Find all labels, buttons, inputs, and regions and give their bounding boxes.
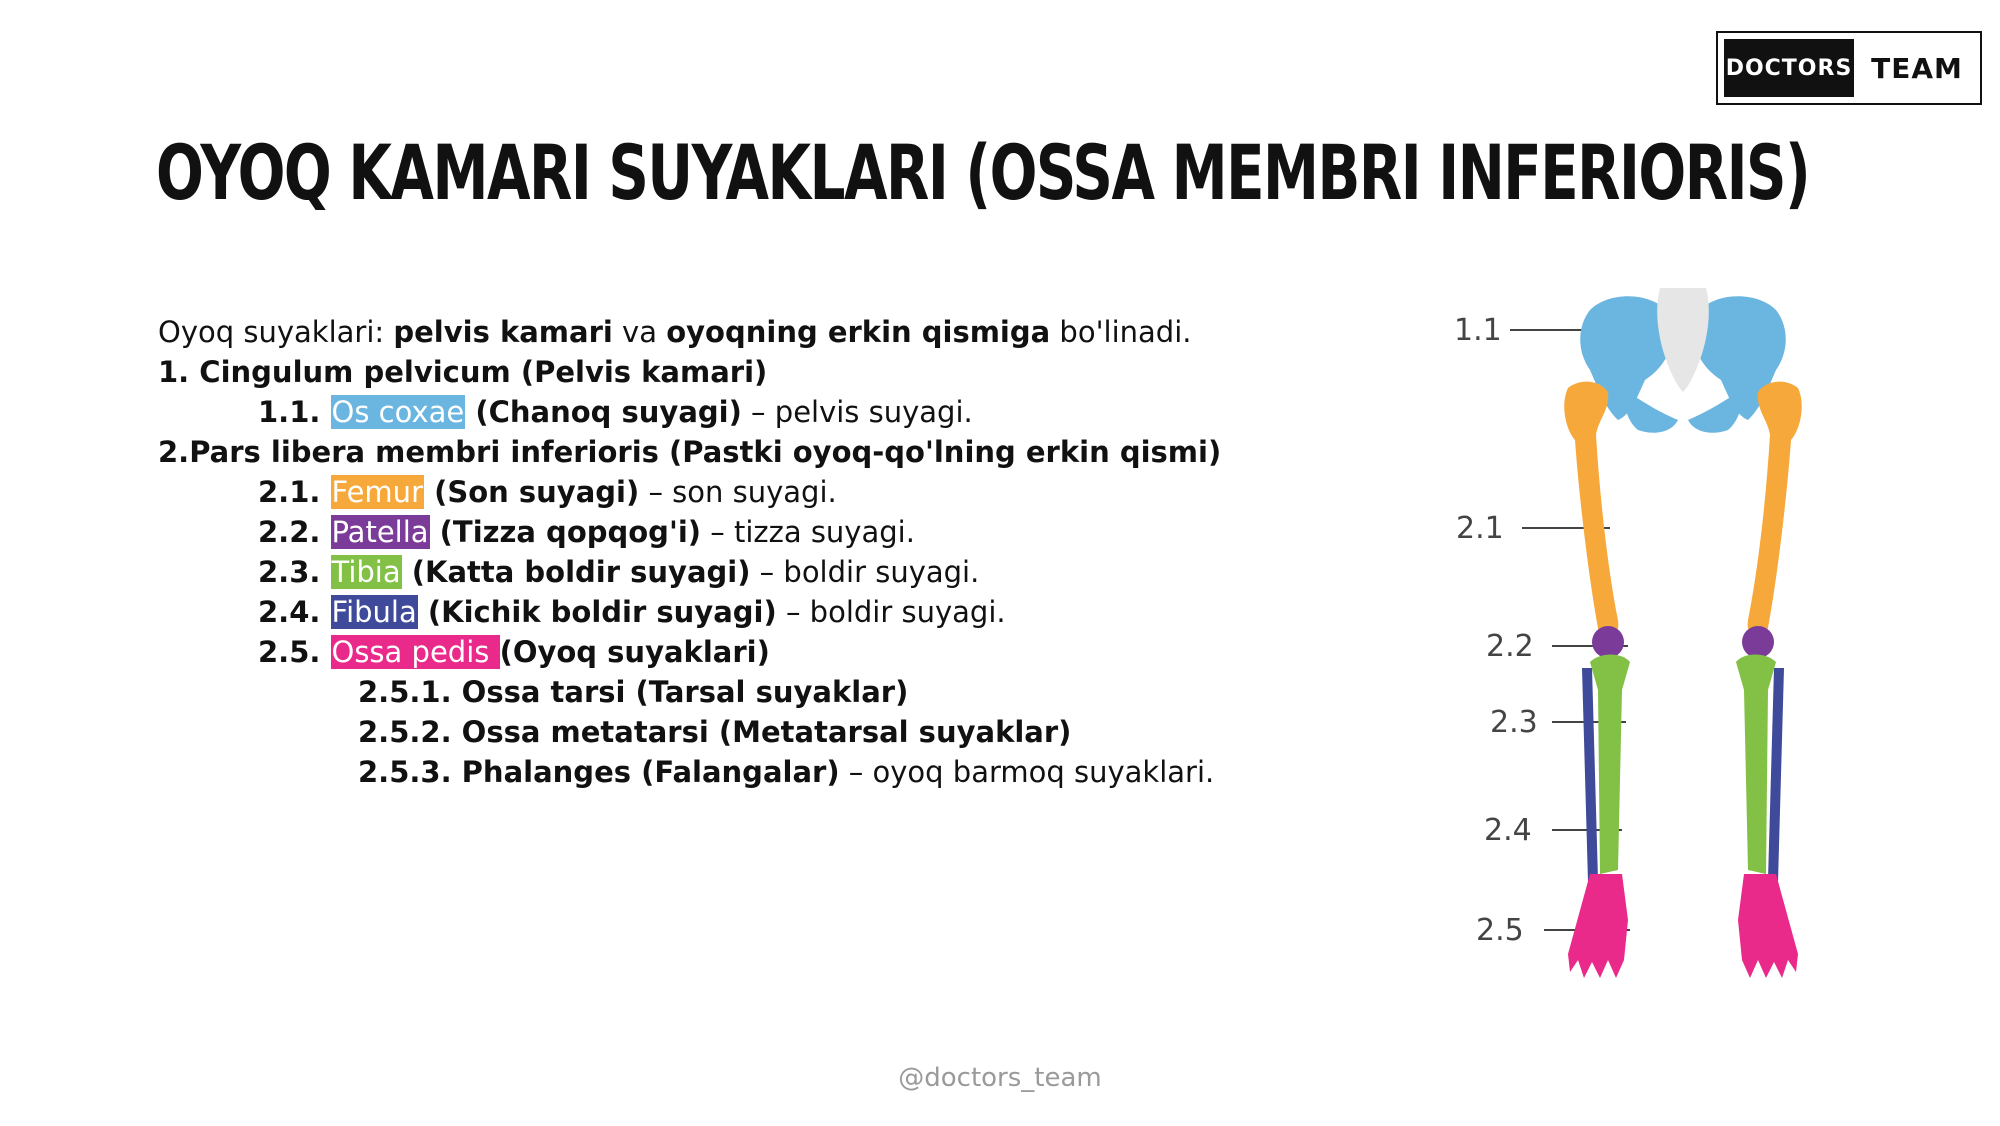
list-item-fibula: 2.4. Fibula (Kichik boldir suyagi) – boldir suyagi. [258,595,1006,629]
figure-label-1-1: 1.1 [1454,313,1502,348]
femur-right [1748,382,1802,640]
femurs [1564,382,1801,640]
highlight-femur: Femur [331,475,423,509]
list-item-femur: 2.1. Femur (Son suyagi) – son suyagi. [258,475,837,509]
figure-label-2-2: 2.2 [1486,629,1534,664]
pubis-ring-right [1688,390,1742,433]
list-item-patella: 2.2. Patella (Tizza qopqog'i) – tizza suyagi. [258,515,915,549]
list-item-ossa-tarsi: 2.5.1. Ossa tarsi (Tarsal suyaklar) [358,675,909,709]
highlight-tibia: Tibia [331,555,401,589]
list-item-ossa-pedis: 2.5. Ossa pedis (Oyoq suyaklari) [258,635,770,669]
femur-left [1564,382,1618,640]
footer-handle: @doctors_team [898,1063,1102,1093]
list-item-phalanges: 2.5.3. Phalanges (Falangalar) – oyoq barmoq suyaklari. [358,755,1215,789]
patella-left [1592,626,1624,658]
figure-label-2-1: 2.1 [1456,511,1504,546]
figure-label-2-4: 2.4 [1484,813,1532,848]
list-item-os-coxae: 1.1. Os coxae (Chanoq suyagi) – pelvis suyagi. [258,395,973,429]
fibula-left [1582,668,1598,882]
highlight-patella: Patella [331,515,429,549]
patella-right [1742,626,1774,658]
intro-line: Oyoq suyaklari: pelvis kamari va oyoqning erkin qismiga bo'linadi. [158,315,1192,349]
lower-limb-skeleton-illustration [1440,270,1820,990]
sacrum [1657,288,1709,392]
highlight-fibula: Fibula [331,595,417,629]
logo-doctors-text: DOCTORS [1724,39,1854,97]
highlight-ossa-pedis: Ossa pedis [331,635,499,669]
fibula-right [1768,668,1784,882]
bone-list [158,312,1418,792]
pelvis-os-coxae [1580,288,1786,433]
figure-label-2-3: 2.3 [1490,705,1538,740]
ossa-pedis-right [1738,874,1798,978]
pubis-ring-left [1624,390,1678,433]
section-cingulum-pelvicum: 1. Cingulum pelvicum (Pelvis kamari) [158,355,768,389]
doctors-team-logo [1716,31,1982,105]
section-pars-libera: 2.Pars libera membri inferioris (Pastki oyoq-qo'lning erkin qismi) [158,435,1222,469]
list-item-ossa-metatarsi: 2.5.2. Ossa metatarsi (Metatarsal suyaklar) [358,715,1072,749]
figure-label-2-5: 2.5 [1476,913,1524,948]
page-title: OYOQ KAMARI SUYAKLARI (OSSA MEMBRI INFERIORIS) [156,128,1810,217]
list-item-tibia: 2.3. Tibia (Katta boldir suyagi) – boldir suyagi. [258,555,980,589]
highlight-os-coxae: Os coxae [331,395,465,429]
ossa-pedis-left [1568,874,1628,978]
logo-team-text: TEAM [1871,51,1963,85]
